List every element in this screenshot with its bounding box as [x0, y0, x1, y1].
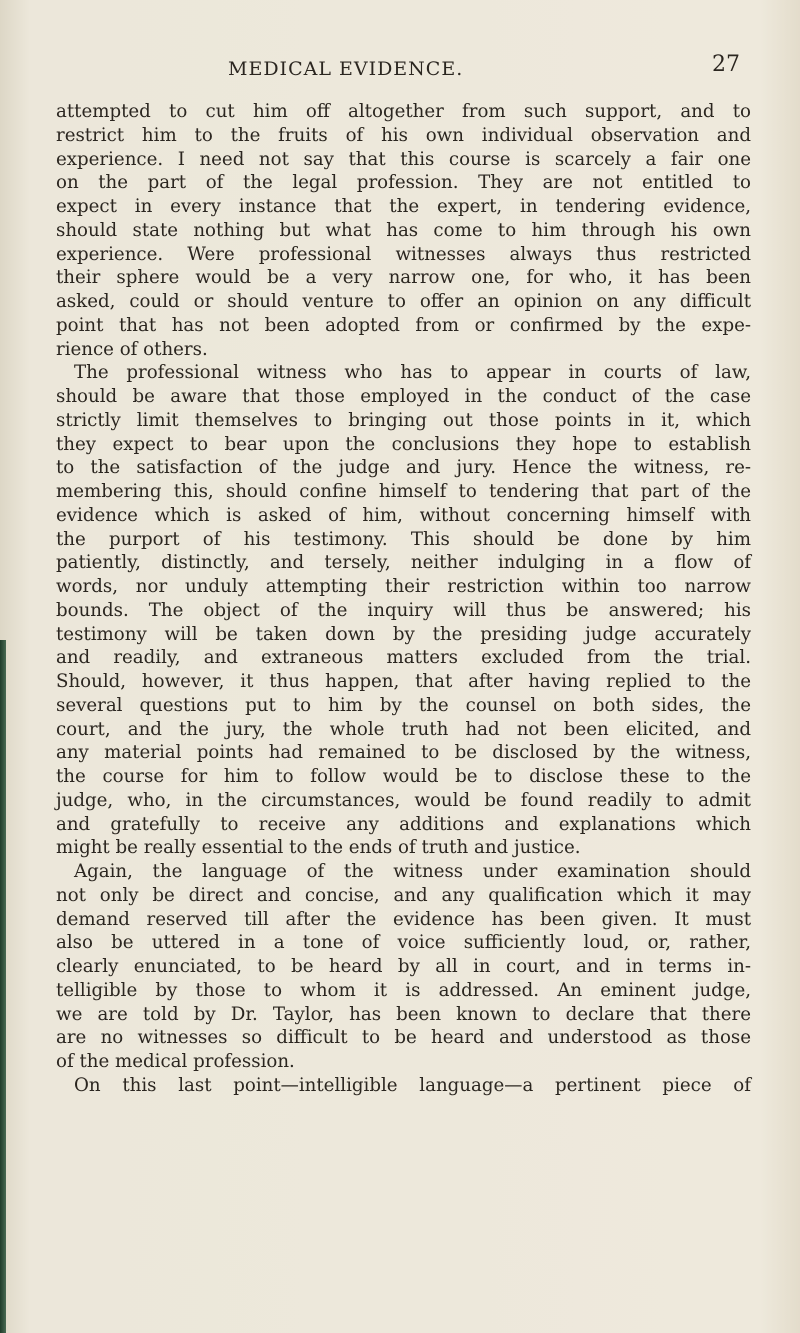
- body-text: [56, 100, 751, 1098]
- text-line: restrict him to the fruits of his own individual observation and: [56, 124, 751, 146]
- text-line: Again, the language of the witness under examination should: [74, 861, 751, 882]
- text-line: their sphere would be a very narrow one, for who, it has been: [56, 267, 751, 289]
- text-line: point that has not been adopted from or confirmed by the expe-: [56, 314, 751, 336]
- text-line: judge, who, in the circumstances, would be found readily to admit: [56, 789, 751, 811]
- paragraph: [56, 860, 751, 1074]
- text-line: should state nothing but what has come to him through his own: [56, 219, 751, 241]
- text-line: attempted to cut him off altogether from such support, and to: [56, 101, 751, 122]
- text-line: should be aware that those employed in the conduct of the case: [56, 386, 751, 407]
- text-line: clearly enunciated, to be heard by all in court, and in terms in-: [56, 956, 751, 977]
- text-line: telligible by those to whom it is addressed. An eminent judge,: [56, 979, 751, 1001]
- text-line: testimony will be taken down by the presiding judge accurately: [56, 623, 751, 645]
- running-title: MEDICAL EVIDENCE.: [228, 58, 464, 80]
- text-line: might be really essential to the ends of truth and justice.: [56, 837, 581, 859]
- page-header: [100, 52, 740, 84]
- text-line: bounds. The object of the inquiry will thus be answered; his: [56, 599, 751, 621]
- text-line: the course for him to follow would be to disclose these to the: [56, 766, 751, 787]
- text-line: rience of others.: [56, 338, 208, 360]
- text-line: are no witnesses so difficult to be heard and understood as those: [56, 1027, 751, 1049]
- text-line: and gratefully to receive any additions and explanations which: [56, 813, 751, 835]
- text-line: court, and the jury, the whole truth had not been elicited, and: [56, 718, 751, 740]
- text-line: also be uttered in a tone of voice sufficiently loud, or, rather,: [56, 932, 751, 954]
- text-line: asked, could or should venture to offer an opinion on any difficult: [56, 291, 751, 312]
- text-line: to the satisfaction of the judge and jury. Hence the witness, re-: [56, 457, 751, 479]
- text-line: several questions put to him by the counsel on both sides, the: [56, 694, 751, 716]
- text-line: strictly limit themselves to bringing out those points in it, which: [56, 409, 751, 431]
- text-line: they expect to bear upon the conclusions they hope to establish: [56, 433, 751, 455]
- text-line: not only be direct and concise, and any qualification which it may: [56, 884, 751, 906]
- text-line: demand reserved till after the evidence has been given. It must: [56, 908, 751, 930]
- text-line: membering this, should confine himself to tendering that part of the: [56, 481, 751, 502]
- paragraph: [56, 1074, 751, 1098]
- text-line: Should, however, it thus happen, that after having replied to the: [56, 671, 751, 692]
- binding-edge: [0, 640, 6, 1333]
- text-line: On this last point—intelligible language—a pertinent piece of: [74, 1074, 751, 1096]
- text-line: evidence which is asked of him, without concerning himself with: [56, 504, 751, 526]
- text-line: we are told by Dr. Taylor, has been known to declare that there: [56, 1003, 751, 1025]
- page-number: 27: [712, 52, 740, 77]
- paragraph: [56, 100, 751, 361]
- paragraph: [56, 361, 751, 860]
- text-line: and readily, and extraneous matters excluded from the trial.: [56, 647, 751, 669]
- text-line: any material points had remained to be disclosed by the witness,: [56, 742, 751, 764]
- text-line: expect in every instance that the expert, in tendering evidence,: [56, 196, 751, 217]
- text-line: words, nor unduly attempting their restriction within too narrow: [56, 576, 751, 597]
- text-line: the purport of his testimony. This should be done by him: [56, 528, 751, 550]
- text-line: of the medical profession.: [56, 1051, 295, 1072]
- text-line: on the part of the legal profession. They are not entitled to: [56, 172, 751, 194]
- text-line: The professional witness who has to appear in courts of law,: [74, 362, 751, 384]
- text-line: experience. I need not say that this course is scarcely a fair one: [56, 148, 751, 170]
- text-line: patiently, distinctly, and tersely, neither indulging in a flow of: [56, 552, 751, 574]
- text-line: experience. Were professional witnesses always thus restricted: [56, 243, 751, 265]
